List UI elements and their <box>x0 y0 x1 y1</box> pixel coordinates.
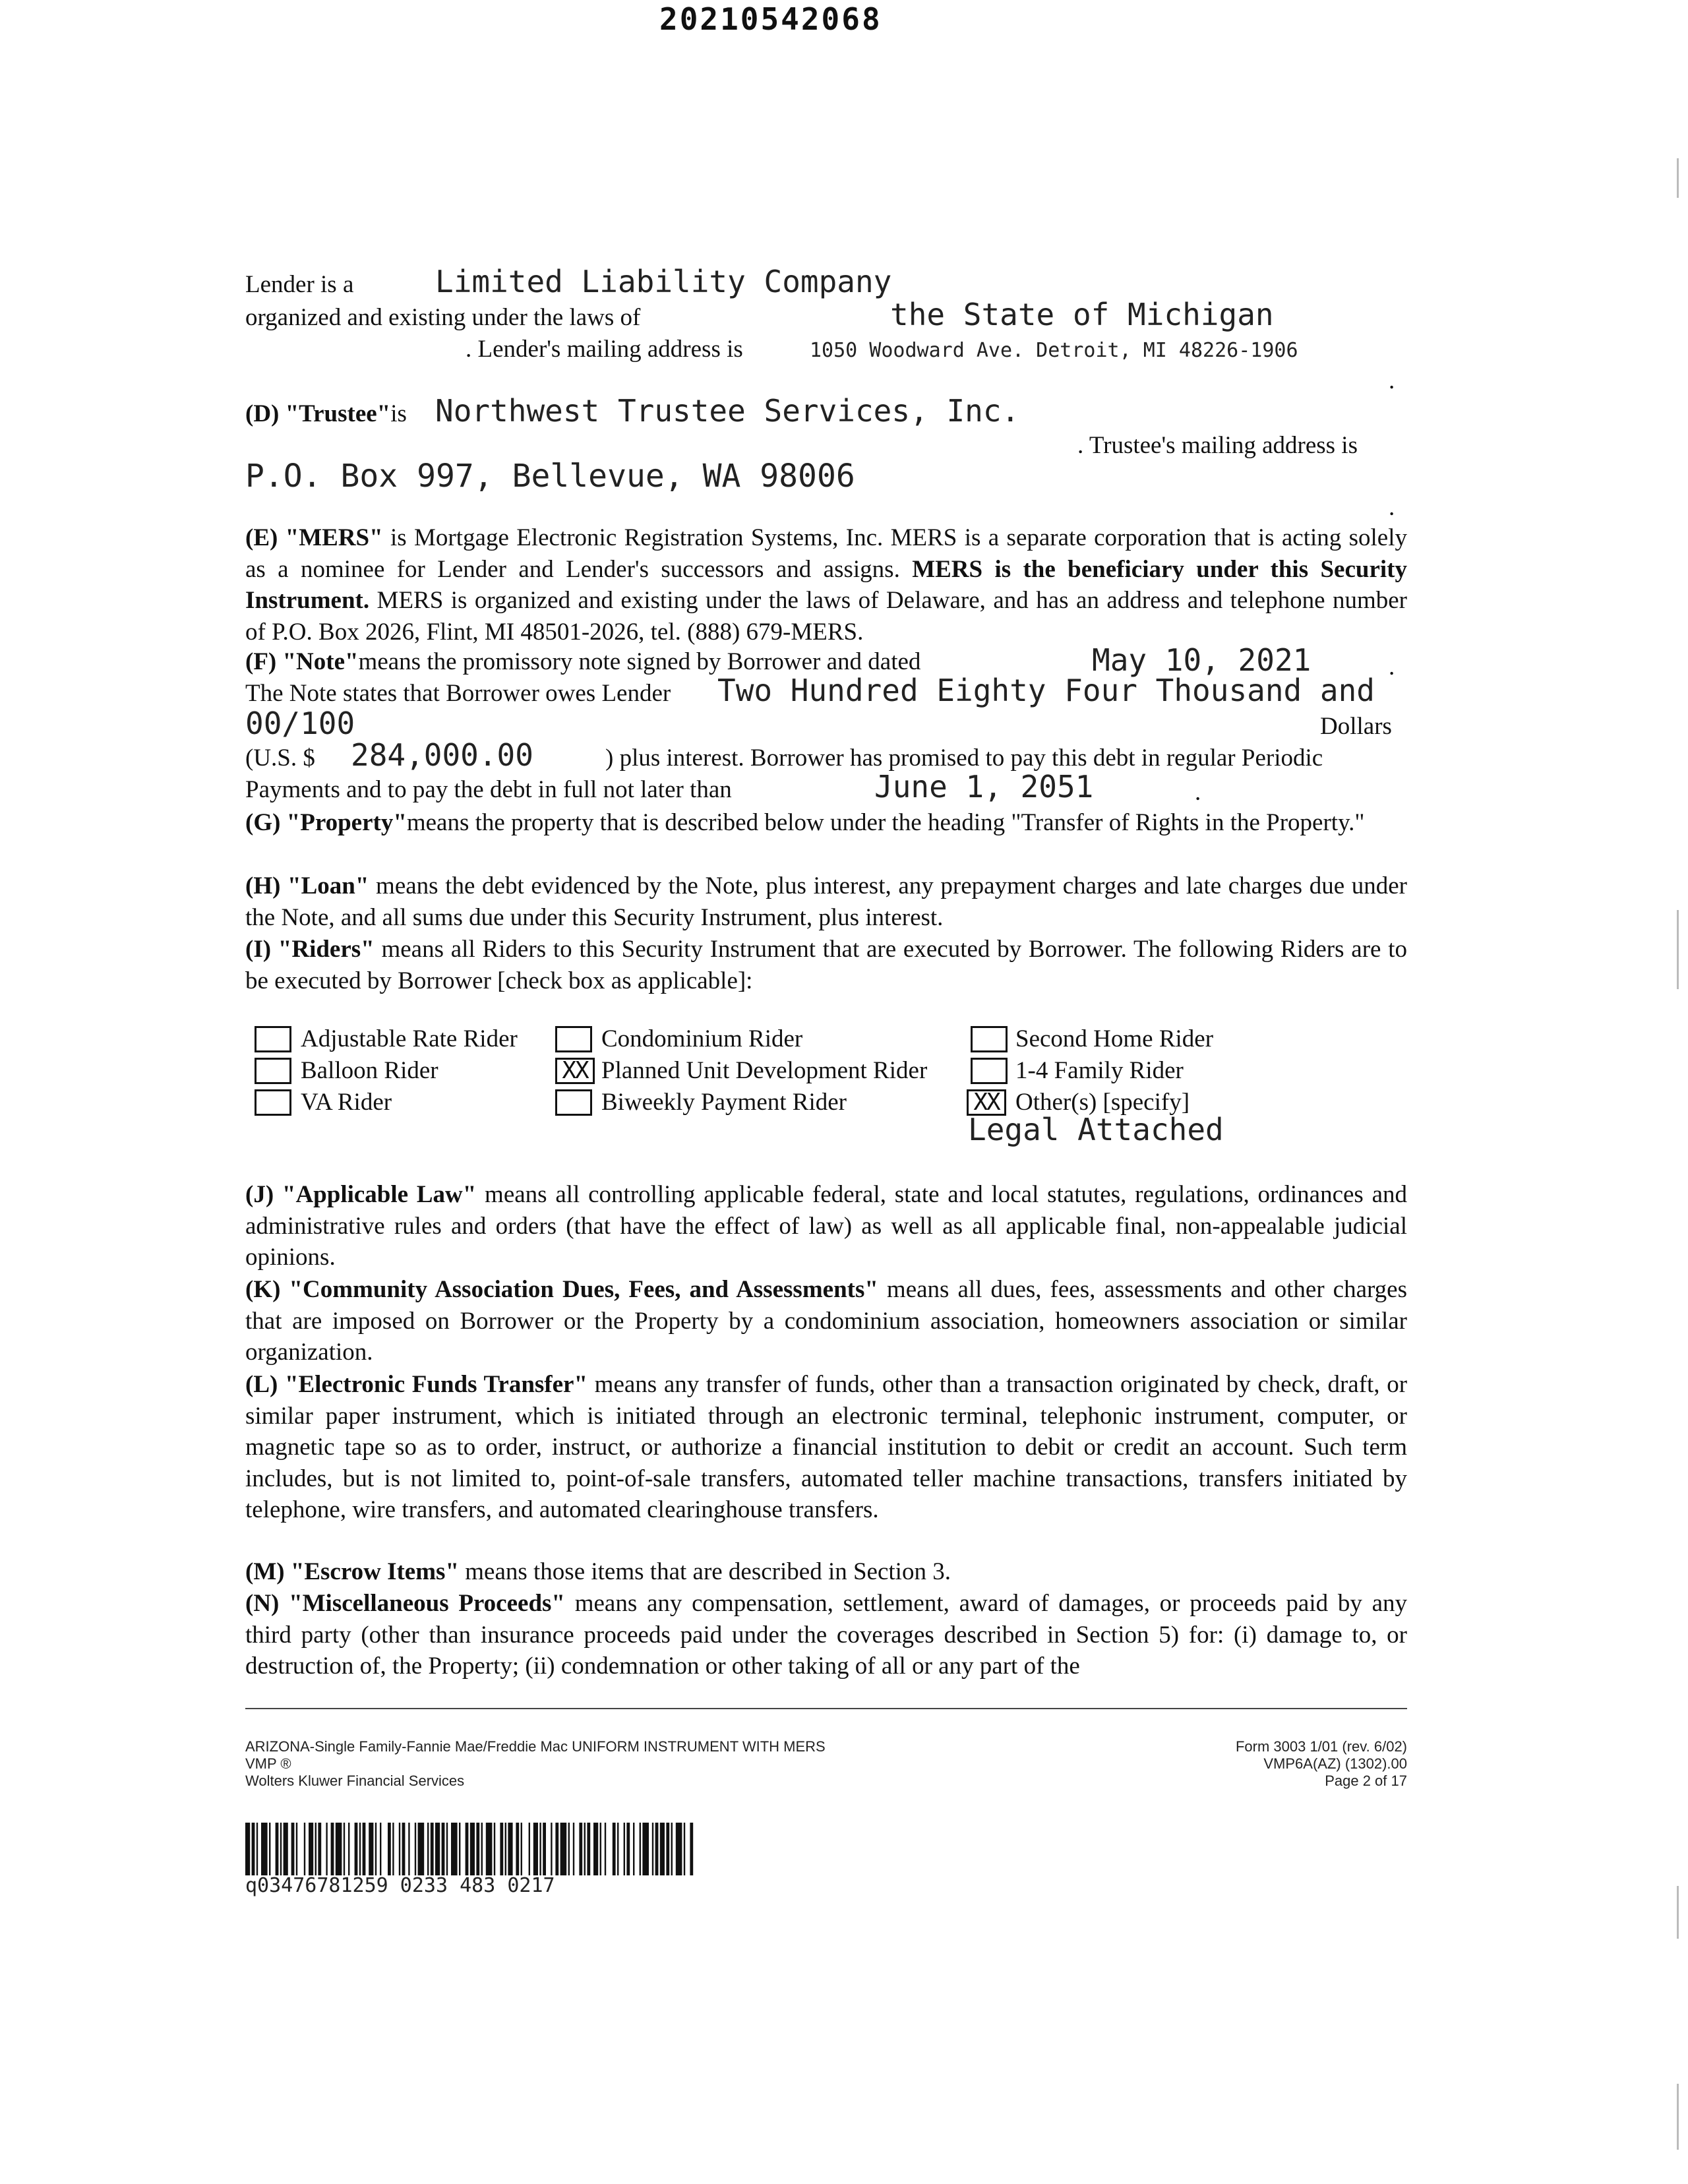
one-to-four-family-rider-label: 1-4 Family Rider <box>1015 1057 1184 1084</box>
property-text: means the property that is described below under the heading "Transfer of Rights in the Property." <box>406 809 1365 836</box>
note-label: (F) "Note" <box>245 648 359 675</box>
condominium-rider-checkbox[interactable] <box>555 1026 592 1052</box>
scan-edge-mark <box>1677 158 1679 198</box>
note-text: means the promissory note signed by Borrower and dated <box>358 648 921 675</box>
other-rider-checkbox[interactable]: XX <box>967 1089 1006 1116</box>
other-rider-label: Other(s) [specify] <box>1015 1089 1190 1116</box>
biweekly-payment-rider-checkbox[interactable] <box>555 1089 592 1116</box>
trustee-term: "Trustee" <box>285 400 391 427</box>
mers-text-1: is Mortgage Electronic Registration Systems, Inc. MERS is a separate corporation that is acting solely as a nominee for Lender and Lender's successors and assigns. <box>245 524 1407 583</box>
mers-label: (E) "MERS" <box>245 524 383 551</box>
second-home-rider-checkbox[interactable] <box>971 1026 1008 1052</box>
scan-edge-mark <box>1677 1886 1679 1939</box>
community-association-text: means all dues, fees, assessments and other charges that are imposed on Borrower or the Property by a condominium association, homeowners association or similar organization. <box>245 1276 1407 1366</box>
planned-unit-development-rider-label: Planned Unit Development Rider <box>601 1057 928 1084</box>
loan-paragraph <box>245 870 1407 933</box>
note-us-label: (U.S. $ <box>245 744 315 772</box>
va-rider-label: VA Rider <box>301 1089 392 1116</box>
trustee-address-value: P.O. Box 997, Bellevue, WA 98006 <box>245 458 855 495</box>
footer-page-number: Page 2 of 17 <box>1325 1773 1407 1789</box>
footer-publisher: Wolters Kluwer Financial Services <box>245 1773 465 1789</box>
eft-paragraph <box>245 1369 1407 1526</box>
trustee-mailing-label: . Trustee's mailing address is <box>1077 432 1358 459</box>
property-label: (G) "Property" <box>245 809 407 836</box>
footer-form-number: Form 3003 1/01 (rev. 6/02) <box>1235 1738 1407 1755</box>
scan-edge-mark <box>1677 2084 1679 2150</box>
community-association-paragraph <box>245 1274 1407 1368</box>
note-definition <box>245 648 920 676</box>
riders-text: means all Riders to this Security Instrument that are executed by Borrower. The following Riders are to be executed by Borrower [check box as applicable]: <box>245 936 1407 994</box>
second-home-rider-label: Second Home Rider <box>1015 1025 1214 1052</box>
note-owes-label: The Note states that Borrower owes Lender <box>245 680 671 707</box>
escrow-items-paragraph <box>245 1556 1407 1588</box>
balloon-rider-checkbox[interactable] <box>255 1058 291 1084</box>
applicable-law-paragraph <box>245 1179 1407 1273</box>
escrow-items-text: means those items that are described in Section 3. <box>459 1558 951 1585</box>
trustee-prefix: (D) <box>245 400 286 427</box>
biweekly-payment-rider-label: Biweekly Payment Rider <box>601 1089 847 1116</box>
note-date-period: . <box>1389 653 1395 681</box>
trustee-label <box>245 400 407 428</box>
note-maturity-value: June 1, 2051 <box>874 769 1094 804</box>
document-number: 20210542068 <box>659 1 882 37</box>
eft-text: means any transfer of funds, other than a transaction originated by check, draft, or similar paper instrument, which is initiated through an electronic terminal, telephonic instrument, computer, or magnetic tape so as to order, instruct, or authorize a financial institution to debit or credit an account. Such term includes, but is not limited to, point-of-sale transfers, automated teller machine transactions, transfers initiated by telephone, wire transfers, and automated clearinghouse transfers. <box>245 1371 1408 1523</box>
scan-edge-mark <box>1677 910 1679 989</box>
planned-unit-development-rider-checkbox[interactable]: XX <box>555 1058 595 1084</box>
applicable-law-text: means all controlling applicable federal, state and local statutes, regulations, ordinances and administrative rules and orders (that have the effect of law) as well as all applicable final, non-appealable judicial opinions. <box>245 1181 1407 1271</box>
mers-paragraph <box>245 522 1407 648</box>
va-rider-checkbox[interactable] <box>255 1089 291 1116</box>
trustee-is: is <box>390 400 407 427</box>
applicable-law-label: (J) "Applicable Law" <box>245 1181 477 1208</box>
misc-proceeds-paragraph <box>245 1588 1407 1682</box>
eft-label: (L) "Electronic Funds Transfer" <box>245 1371 588 1398</box>
mers-text-2: MERS is organized and existing under the laws of Delaware, and has an address and telephone number of P.O. Box 2026, Flint, MI 48501-2026, tel. (888) 679-MERS. <box>245 587 1407 646</box>
note-amount-value: 284,000.00 <box>351 737 533 773</box>
misc-proceeds-text: means any compensation, settlement, award of damages, or proceeds paid by any third party (other than insurance proceeds paid under the coverages described in Section 5) for: (i) damage to, or destruction of, the Property; (ii) condemnation or other taking of all or any part of the <box>245 1590 1408 1680</box>
footer-right <box>1236 1738 1407 1790</box>
note-amount-words-2: 00/100 <box>245 706 355 741</box>
mers-beneficiary-bold: MERS is the beneficiary under this Security Instrument. <box>245 555 1407 614</box>
note-amount-words-1: Two Hundred Eighty Four Thousand and <box>717 673 1375 708</box>
other-rider-specify-value: Legal Attached <box>968 1112 1224 1147</box>
note-maturity-period: . <box>1195 779 1201 806</box>
footer-form-title: ARIZONA-Single Family-Fannie Mae/Freddie Mac UNIFORM INSTRUMENT WITH MERS <box>245 1738 826 1755</box>
barcode-text: q03476781259 0233 483 0217 <box>245 1874 555 1897</box>
adjustable-rate-rider-checkbox[interactable] <box>255 1026 291 1052</box>
lender-trailing-period: . <box>1389 367 1395 394</box>
riders-paragraph <box>245 934 1407 996</box>
riders-label: (I) "Riders" <box>245 936 375 963</box>
adjustable-rate-rider-label: Adjustable Rate Rider <box>301 1025 518 1052</box>
lender-mailing-address-value: 1050 Woodward Ave. Detroit, MI 48226-1906 <box>810 339 1298 362</box>
loan-label: (H) "Loan" <box>245 872 369 899</box>
note-dollars-label: Dollars <box>1320 713 1392 740</box>
property-paragraph <box>245 807 1407 839</box>
footer-vmp: VMP ® <box>245 1755 291 1772</box>
escrow-items-label: (M) "Escrow Items" <box>245 1558 459 1585</box>
note-plus-interest: ) plus interest. Borrower has promised to pay this debt in regular Periodic <box>605 744 1323 772</box>
community-association-label: (K) "Community Association Dues, Fees, and Assessments" <box>245 1276 878 1303</box>
lender-state-value: the State of Michigan <box>890 297 1274 332</box>
balloon-rider-label: Balloon Rider <box>301 1057 438 1084</box>
trustee-name-value: Northwest Trustee Services, Inc. <box>435 393 1020 429</box>
one-to-four-family-rider-checkbox[interactable] <box>971 1058 1008 1084</box>
loan-text: means the debt evidenced by the Note, plus interest, any prepayment charges and late charges due under the Note, and all sums due under this Security Instrument, plus interest. <box>245 872 1407 931</box>
lender-is-label: Lender is a <box>245 271 354 298</box>
lender-type-value: Limited Liability Company <box>435 264 892 299</box>
note-date-value: May 10, 2021 <box>1092 642 1311 678</box>
note-payments-label: Payments and to pay the debt in full not later than <box>245 776 732 803</box>
lender-organized-label: organized and existing under the laws of <box>245 304 641 331</box>
misc-proceeds-label: (N) "Miscellaneous Proceeds" <box>245 1590 565 1617</box>
barcode <box>245 1823 694 1875</box>
condominium-rider-label: Condominium Rider <box>601 1025 803 1052</box>
footer-left <box>245 1738 826 1790</box>
footer-divider <box>245 1708 1407 1709</box>
trustee-trailing-period: . <box>1389 494 1395 521</box>
lender-mailing-label: . Lender's mailing address is <box>466 336 743 363</box>
footer-vmp-code: VMP6A(AZ) (1302).00 <box>1263 1755 1407 1772</box>
